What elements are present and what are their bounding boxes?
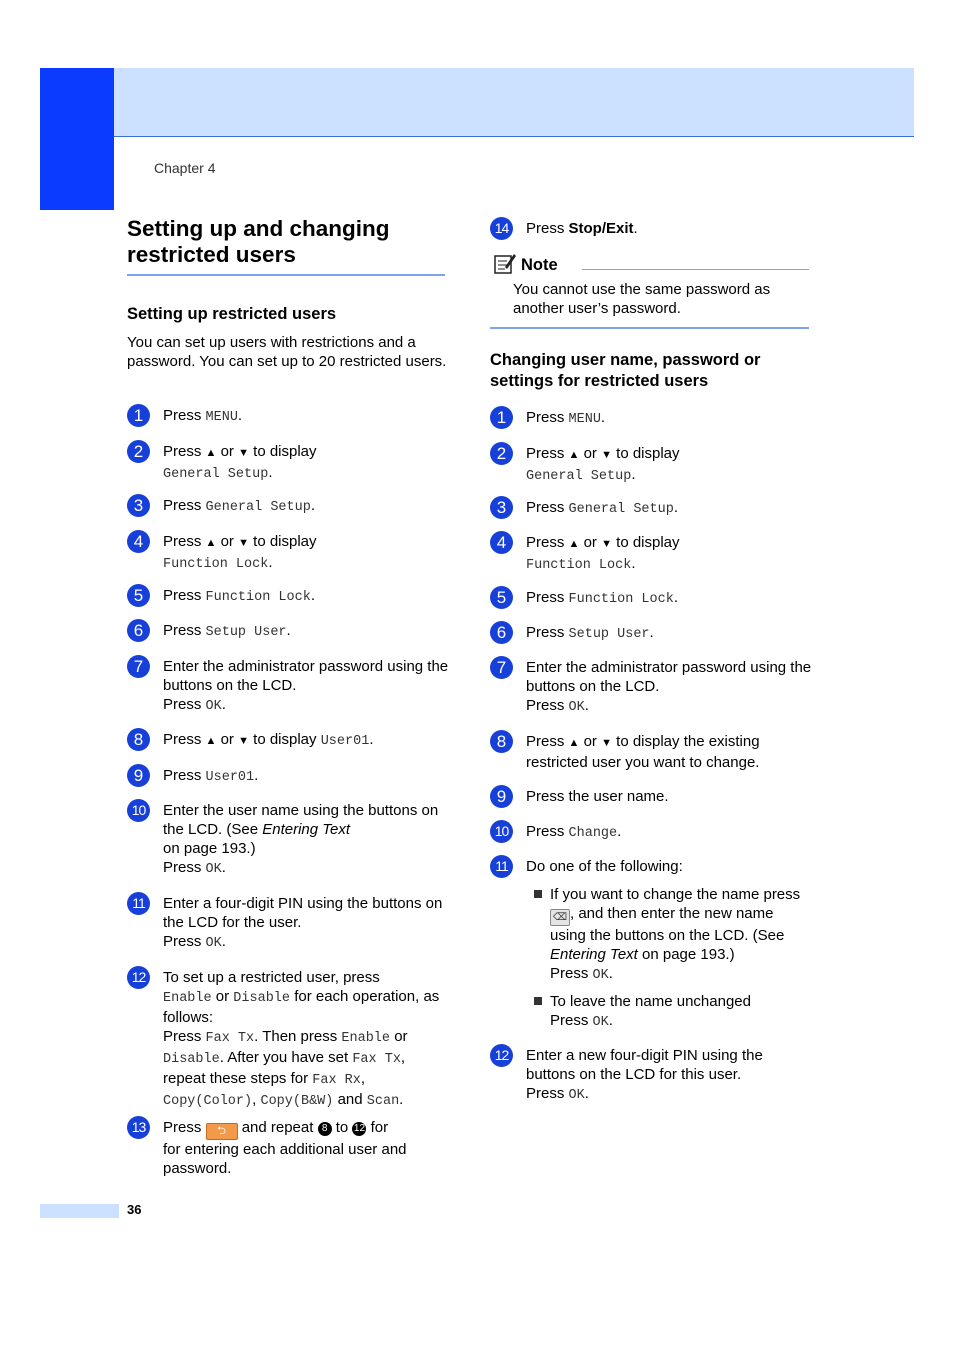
- step-number: 8: [490, 730, 513, 753]
- up-arrow-icon: ▲: [205, 735, 217, 747]
- section-title: Setting up and changing restricted users: [127, 216, 445, 276]
- down-arrow-icon: ▼: [238, 447, 249, 459]
- step-number: 5: [127, 584, 150, 607]
- note-rule: [490, 327, 809, 329]
- down-arrow-icon: ▼: [601, 737, 612, 749]
- down-arrow-icon: ▼: [238, 537, 249, 549]
- step-number: 11: [127, 892, 150, 915]
- header-band: [40, 68, 914, 137]
- down-arrow-icon: ▼: [601, 449, 612, 461]
- chapter-label: Chapter 4: [154, 160, 216, 176]
- step-ref-circle: 8: [318, 1122, 332, 1136]
- step-number: 1: [127, 404, 150, 427]
- step-number: 1: [490, 406, 513, 429]
- page-number: 36: [127, 1202, 142, 1217]
- back-button-icon: ⮌: [206, 1123, 238, 1140]
- note-pencil-icon: [493, 252, 517, 274]
- step-number: 8: [127, 728, 150, 751]
- bullet-square-icon: [534, 997, 542, 1005]
- step-number: 10: [490, 820, 513, 843]
- step-number: 6: [127, 619, 150, 642]
- up-arrow-icon: ▲: [205, 447, 217, 459]
- subsection-title: Changing user name, password or settings for restricted users: [490, 351, 761, 390]
- subsection-title: Setting up restricted users: [127, 305, 337, 323]
- step-number: 4: [490, 531, 513, 554]
- step-number: 14: [490, 217, 513, 240]
- step-number: 2: [127, 440, 150, 463]
- up-arrow-icon: ▲: [568, 449, 580, 461]
- step-number: 11: [490, 855, 513, 878]
- note-text: You cannot use the same password as another user’s password.: [513, 281, 771, 317]
- bullet-square-icon: [534, 890, 542, 898]
- step-number: 6: [490, 621, 513, 644]
- step-number: 9: [490, 785, 513, 808]
- step-number: 7: [127, 655, 150, 678]
- down-arrow-icon: ▼: [238, 735, 249, 747]
- step-number: 13: [127, 1116, 150, 1139]
- step-number: 3: [490, 496, 513, 519]
- step-number: 4: [127, 530, 150, 553]
- step-number: 5: [490, 586, 513, 609]
- step-number: 7: [490, 656, 513, 679]
- step-number: 12: [490, 1044, 513, 1067]
- step-number: 12: [127, 966, 150, 989]
- step-number: 10: [127, 799, 150, 822]
- up-arrow-icon: ▲: [568, 737, 580, 749]
- down-arrow-icon: ▼: [601, 538, 612, 550]
- up-arrow-icon: ▲: [568, 538, 580, 550]
- step-number: 2: [490, 442, 513, 465]
- note-rule: [582, 269, 809, 270]
- intro-paragraph: You can set up users with restrictions and a password. You can set up to 20 restricted users.: [127, 334, 447, 370]
- step-number: 3: [127, 494, 150, 517]
- up-arrow-icon: ▲: [205, 537, 217, 549]
- step-number: 9: [127, 764, 150, 787]
- chapter-tab: [40, 68, 114, 210]
- step-ref-circle: 12: [353, 1123, 366, 1134]
- backspace-key-icon: ⌫: [550, 909, 570, 926]
- note-header: Note: [493, 252, 558, 275]
- footer-bar: [40, 1204, 119, 1218]
